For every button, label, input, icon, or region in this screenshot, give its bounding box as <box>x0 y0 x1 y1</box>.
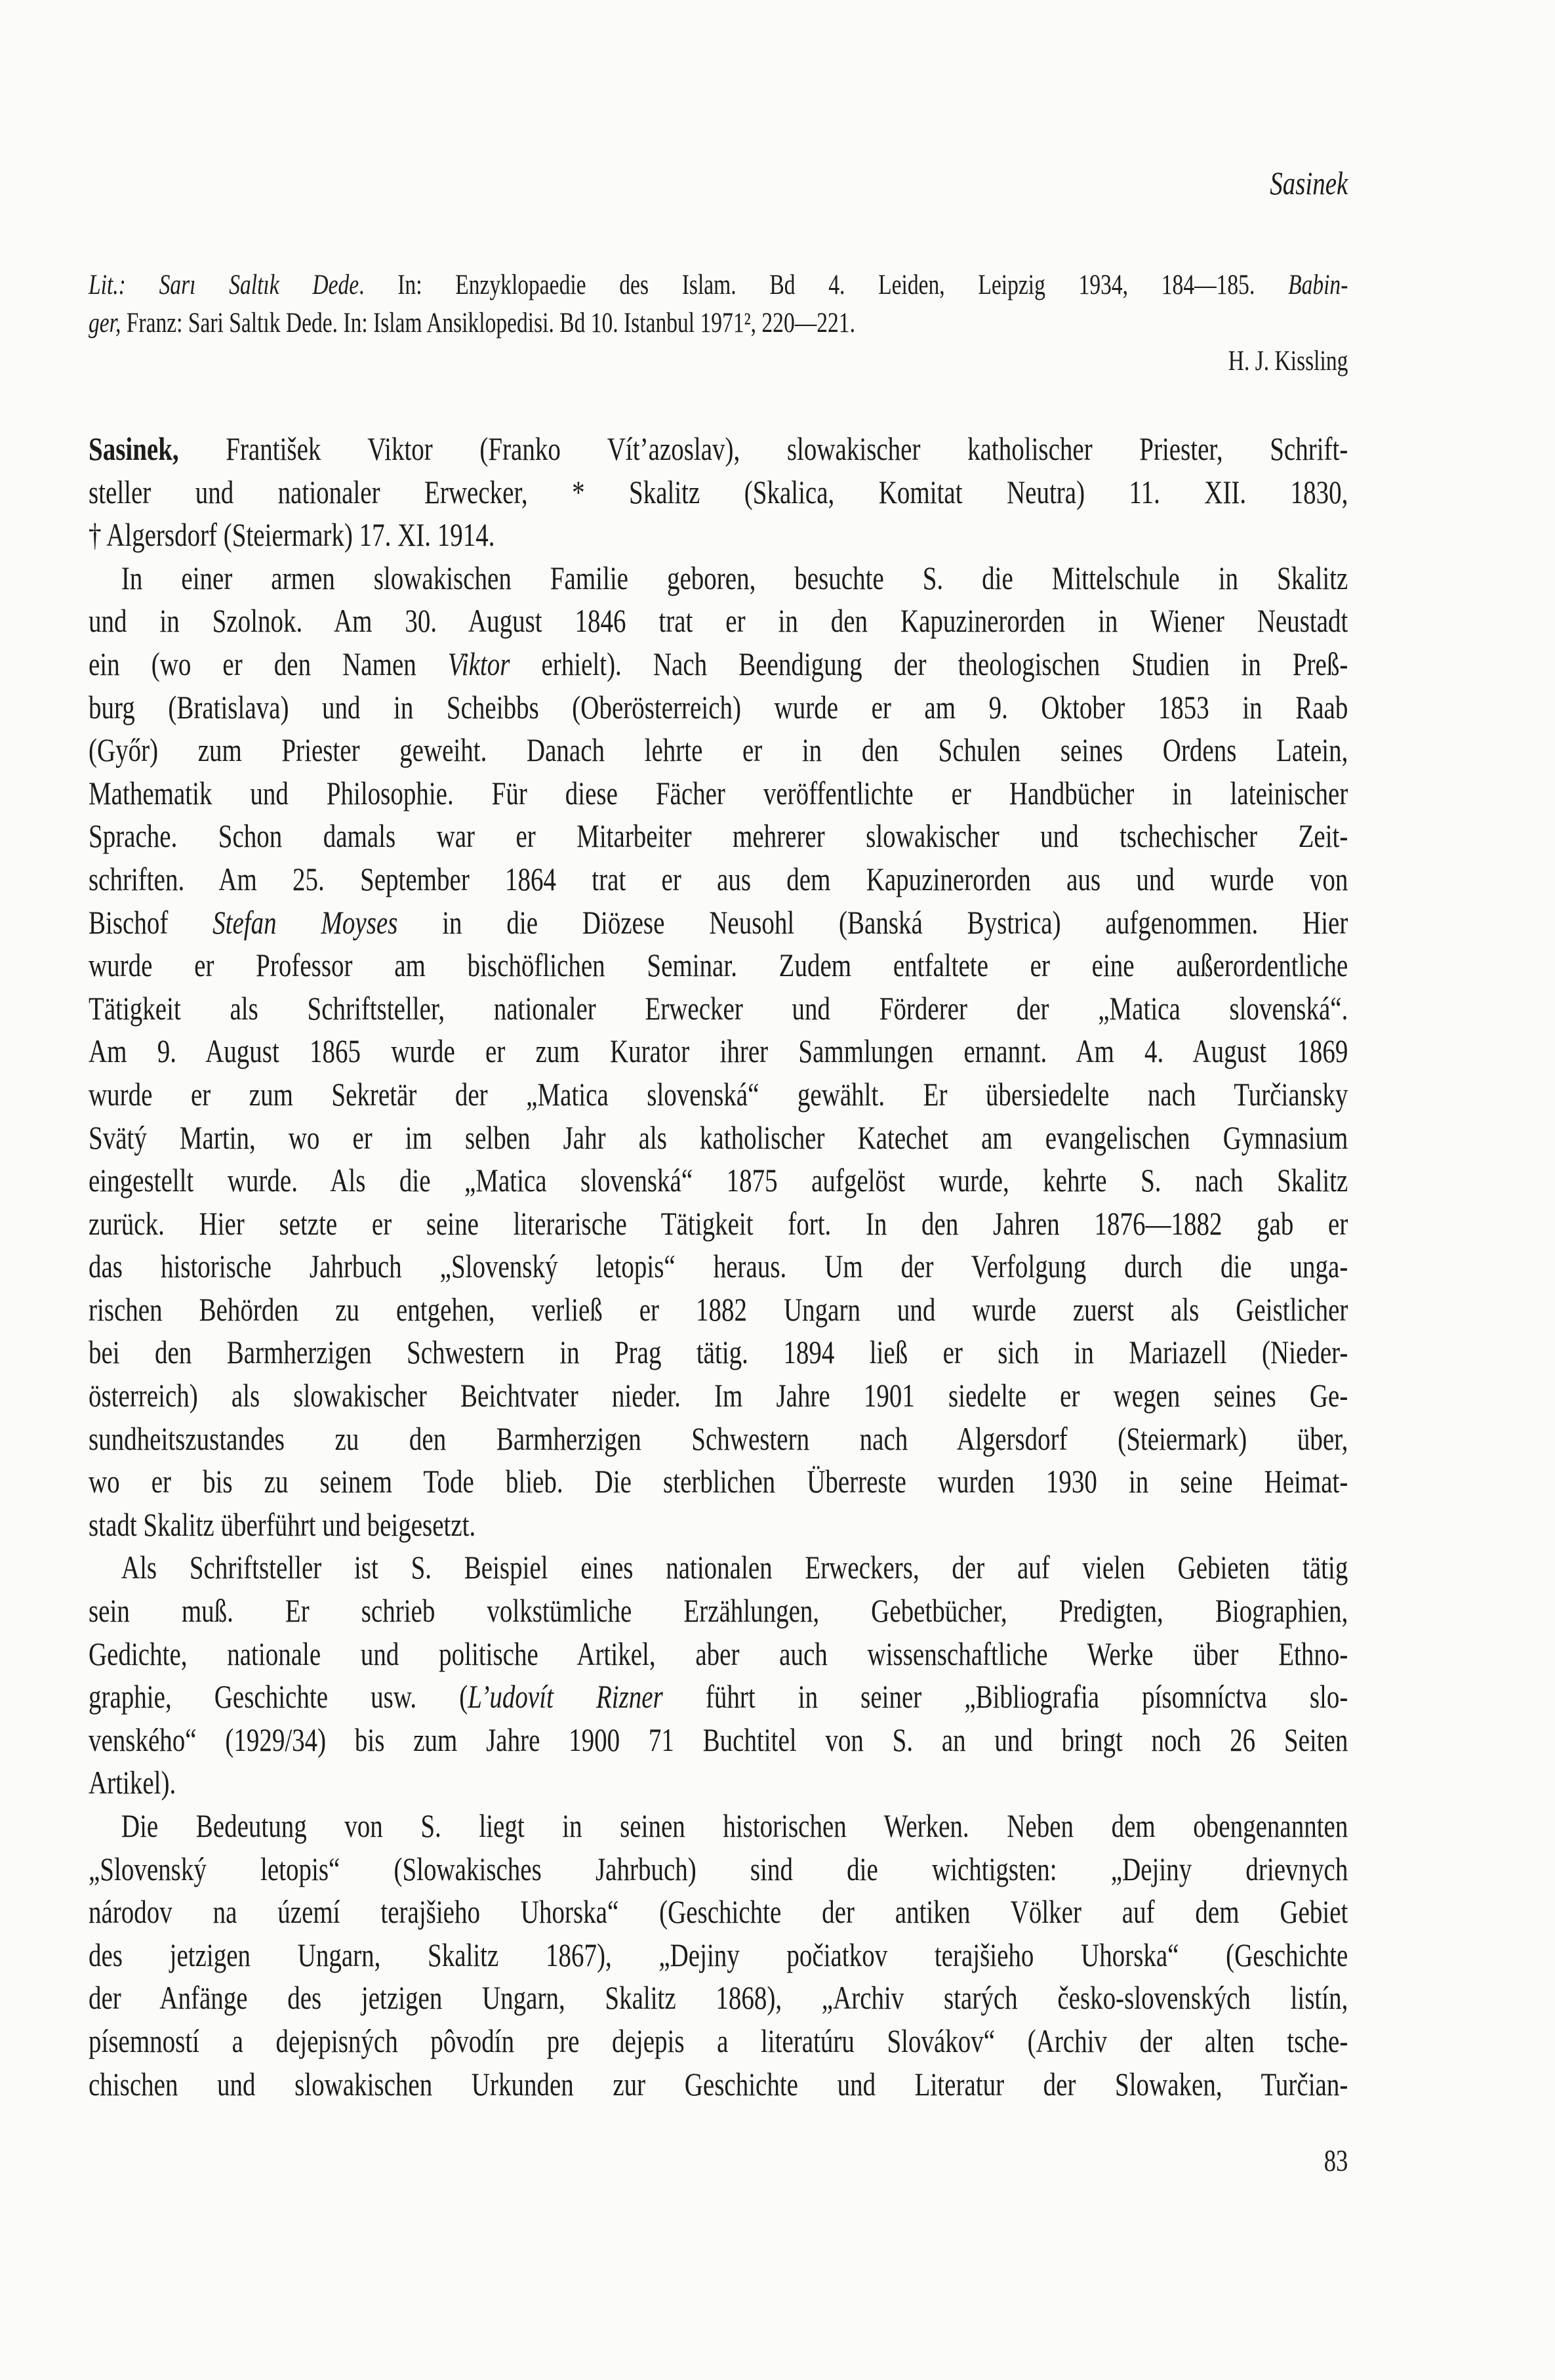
paragraph <box>89 428 1348 557</box>
text-segment: rischen Behörden zu entgehen, verließ er 1882 Ungarn und wurde zuerst als Geistlicher <box>89 1290 1348 1328</box>
text-segment: Franz: Sari Saltık Dede. In: Islam Ansiklopedisi. Bd 10. Istanbul 1971², 220—221. <box>121 308 855 339</box>
text-segment: graphie, Geschichte usw. ( <box>89 1678 468 1715</box>
text-segment: österreich) als slowakischer Beichtvater nieder. Im Jahre 1901 siedelte er wegen seines Ge- <box>89 1377 1348 1414</box>
text-segment: H. J. Kissling <box>1228 346 1348 377</box>
text-line <box>89 2063 1348 2106</box>
text-segment: písemností a dejepisných pôvodín pre dejepis a literatúru Slovákov“ (Archiv der alten tsche- <box>89 2022 1348 2059</box>
text-line <box>89 858 1348 901</box>
bold-segment: Sasinek, <box>89 430 179 467</box>
italic-segment: Lit.: Sarı Saltık Dede <box>89 270 359 300</box>
text-line <box>89 471 1348 514</box>
text-segment: bei den Barmherzigen Schwestern in Prag tätig. 1894 ließ er sich in Mariazell (Nieder- <box>89 1334 1348 1371</box>
text-segment: ein (wo er den Namen <box>89 645 448 682</box>
text-line <box>89 1848 1348 1891</box>
text-line <box>89 1073 1348 1117</box>
text-segment: František Viktor (Franko Vít’azoslav), slowakischer katholischer Priester, Schrift- <box>178 430 1348 467</box>
text-line <box>89 1159 1348 1202</box>
text-line <box>89 304 1348 342</box>
text-line <box>89 514 1348 557</box>
text-line <box>89 1245 1348 1288</box>
text-segment: venského“ (1929/34) bis zum Jahre 1900 71 Buchtitel von S. an und bringt noch 26 Seiten <box>89 1721 1348 1758</box>
text-segment: Am 9. August 1865 wurde er zum Kurator ihrer Sammlungen ernannt. Am 4. August 1869 <box>89 1033 1348 1070</box>
text-segment: (Győr) zum Priester geweiht. Danach lehrte er in den Schulen seines Ordens Latein, <box>89 731 1348 769</box>
paragraph <box>89 1805 1348 2106</box>
running-head: Sasinek <box>1270 165 1348 201</box>
text-line <box>89 1977 1348 2020</box>
text-segment: Artikel). <box>89 1764 176 1801</box>
text-line <box>89 772 1348 815</box>
text-segment: eingestellt wurde. Als die „Matica slovenská“ 1875 aufgelöst wurde, kehrte S. nach Skalitz <box>89 1162 1348 1199</box>
text-segment: sundheitszustandes zu den Barmherzigen Schwestern nach Algersdorf (Steiermark) über, <box>89 1420 1348 1457</box>
text-segment: In einer armen slowakischen Familie geboren, besuchte S. die Mittelschule in Skalitz <box>121 559 1348 596</box>
text-line <box>89 1761 1348 1805</box>
text-line <box>89 557 1348 600</box>
text-segment: wurde er Professor am bischöflichen Seminar. Zudem entfaltete er eine außerordentliche <box>89 947 1348 984</box>
text-line <box>89 1719 1348 1762</box>
page-number: 83 <box>1323 2144 1348 2179</box>
italic-segment: L’udovít Rizner <box>468 1678 663 1715</box>
text-segment: schriften. Am 25. September 1864 trat er aus dem Kapuzinerorden aus und wurde von <box>89 860 1348 897</box>
text-line <box>89 1675 1348 1719</box>
text-segment: Sprache. Schon damals war er Mitarbeiter mehrerer slowakischer und tschechischer Zeit- <box>89 817 1348 855</box>
text-line <box>89 1891 1348 1934</box>
italic-segment: Stefan Moyses <box>212 903 398 941</box>
body-text <box>89 428 1348 2106</box>
text-line <box>89 1590 1348 1633</box>
text-segment: † Algersdorf (Steiermark) 17. XI. 1914. <box>89 516 495 554</box>
text-line <box>89 686 1348 729</box>
text-segment: Als Schriftsteller ist S. Beispiel eines nationalen Erweckers, der auf vielen Gebieten tätig <box>121 1549 1348 1586</box>
text-segment: wo er bis zu seinem Tode blieb. Die sterblichen Überreste wurden 1930 in seine Heimat- <box>89 1463 1348 1500</box>
text-line <box>89 1288 1348 1332</box>
text-segment: Svätý Martin, wo er im selben Jahr als katholischer Katechet am evangelischen Gymnasium <box>89 1118 1348 1156</box>
text-line <box>89 1633 1348 1676</box>
text-segment: und in Szolnok. Am 30. August 1846 trat er in den Kapuzinerorden in Wiener Neustadt <box>89 602 1348 640</box>
text-line <box>89 1331 1348 1374</box>
text-segment: des jetzigen Ungarn, Skalitz 1867), „Dejiny počiatkov terajšieho Uhorska“ (Geschichte <box>89 1936 1348 1973</box>
text-segment: erhielt). Nach Beendigung der theologischen Studien in Preß- <box>510 645 1348 682</box>
text-line <box>89 643 1348 686</box>
paragraph <box>89 557 1348 1547</box>
page-number-row <box>89 2143 1348 2179</box>
text-segment: wurde er zum Sekretär der „Matica slovenská“ gewählt. Er übersiedelte nach Turčiansky <box>89 1075 1348 1113</box>
text-segment: Gedichte, nationale und politische Artikel, aber auch wissenschaftliche Werke über Ethno- <box>89 1635 1348 1672</box>
text-segment: národov na území terajšieho Uhorska“ (Geschichte der antiken Völker auf dem Gebiet <box>89 1893 1348 1931</box>
text-line <box>89 2020 1348 2063</box>
text-line <box>89 815 1348 858</box>
text-line <box>89 944 1348 987</box>
text-line <box>89 1030 1348 1073</box>
italic-segment: Viktor <box>447 645 510 682</box>
text-line <box>89 729 1348 772</box>
text-line <box>89 1202 1348 1246</box>
running-head-row <box>89 0 1348 203</box>
text-segment: der Anfänge des jetzigen Ungarn, Skalitz 1868), „Archiv starých česko-slovenských listín, <box>89 1979 1348 2017</box>
text-segment: „Slovenský letopis“ (Slowakisches Jahrbuch) sind die wichtigsten: „Dejiny drievnych <box>89 1850 1348 1887</box>
text-segment: Tätigkeit als Schriftsteller, nationaler Erwecker und Förderer der „Matica slovenská“. <box>89 989 1348 1027</box>
text-line <box>89 1460 1348 1504</box>
italic-segment: Babin- <box>1288 270 1348 300</box>
text-segment: das historische Jahrbuch „Slovenský letopis“ heraus. Um der Verfolgung durch die unga- <box>89 1248 1348 1285</box>
text-segment: burg (Bratislava) und in Scheibbs (Oberösterreich) wurde er am 9. Oktober 1853 in Raab <box>89 688 1348 726</box>
literature-section <box>89 266 1348 380</box>
text-segment: steller und nationaler Erwecker, * Skalitz (Skalica, Komitat Neutra) 11. XII. 1830, <box>89 473 1348 510</box>
text-line <box>89 1934 1348 1977</box>
paragraph <box>89 1546 1348 1805</box>
text-segment: führt in seiner „Bibliografia písomníctva slo- <box>662 1678 1348 1715</box>
text-line <box>89 600 1348 643</box>
text-segment: in die Diözese Neusohl (Banská Bystrica) aufgenommen. Hier <box>397 903 1348 941</box>
text-line <box>89 1374 1348 1418</box>
text-line <box>89 428 1348 471</box>
text-segment: Die Bedeutung von S. liegt in seinen historischen Werken. Neben dem obengenannten <box>121 1807 1348 1844</box>
text-line <box>89 1418 1348 1461</box>
text-column <box>89 0 1348 2179</box>
text-line <box>89 901 1348 945</box>
text-segment: stadt Skalitz überführt und beigesetzt. <box>89 1506 476 1543</box>
text-segment: sein muß. Er schrieb volkstümliche Erzählungen, Gebetbücher, Predigten, Biographien, <box>89 1592 1348 1630</box>
text-segment: Bischof <box>89 903 213 941</box>
text-segment: . In: Enzyklopaedie des Islam. Bd 4. Leiden, Leipzig 1934, 184—185. <box>359 270 1289 300</box>
text-line <box>89 1504 1348 1547</box>
text-segment: chischen und slowakischen Urkunden zur Geschichte und Literatur der Slowaken, Turčian- <box>89 2065 1348 2103</box>
text-line <box>89 1117 1348 1160</box>
text-segment: Mathematik und Philosophie. Für diese Fächer veröffentlichte er Handbücher in lateinischer <box>89 774 1348 811</box>
text-line <box>89 1805 1348 1848</box>
text-line <box>89 1546 1348 1590</box>
text-line <box>89 987 1348 1031</box>
text-line <box>89 342 1348 380</box>
italic-segment: ger, <box>89 308 121 339</box>
text-segment: zurück. Hier setzte er seine literarische Tätigkeit fort. In den Jahren 1876—1882 gab er <box>89 1204 1348 1242</box>
text-line <box>89 266 1348 304</box>
